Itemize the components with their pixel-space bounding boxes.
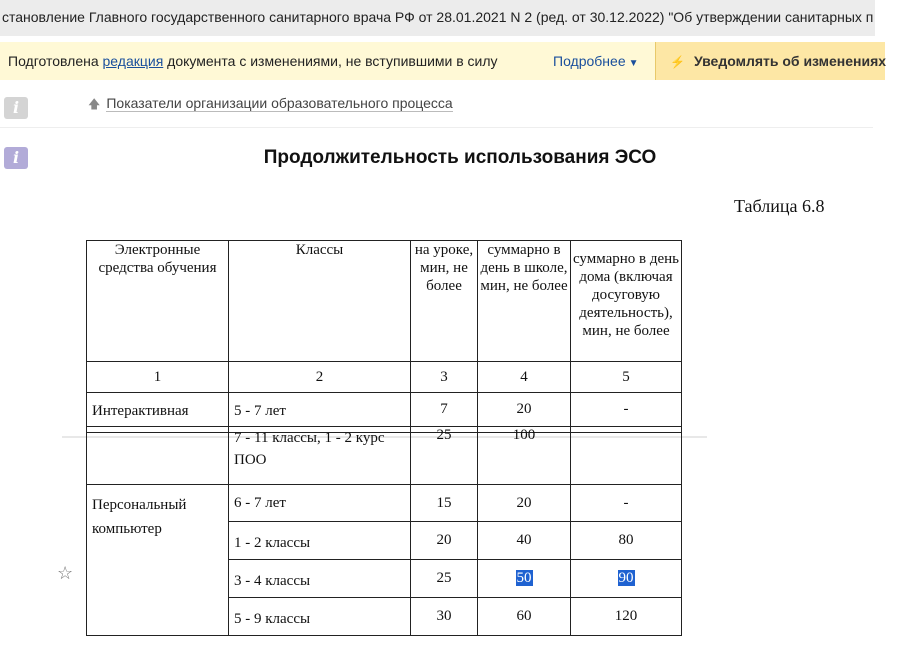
table-number-label: Таблица 6.8	[734, 196, 825, 216]
class-cell: 3 - 4 классы	[229, 560, 411, 598]
class-cell: 7 - 11 классы, 1 - 2 курс ПОО	[229, 427, 411, 485]
edition-notice-text: Подготовлена редакция документа с изменениями, не вступившими в силу	[8, 53, 498, 69]
class-cell: 5 - 7 лет	[229, 393, 411, 433]
value-cell: 40	[478, 522, 571, 560]
header-classes: Классы	[229, 241, 411, 362]
column-number: 1	[87, 362, 229, 393]
class-cell: 1 - 2 классы	[229, 522, 411, 560]
eso-type-cell: Интерактивная	[87, 393, 229, 433]
header-home-total: суммарно в день дома (включая досуговую деятельность), мин, не более	[571, 241, 682, 362]
star-icon[interactable]: ☆	[57, 563, 74, 583]
eso-type-cell: Персональный компьютер	[87, 485, 229, 636]
header-per-lesson: на уроке, мин, не более	[411, 241, 478, 362]
value-cell: 80	[571, 522, 682, 560]
value-cell	[571, 560, 682, 598]
header-eso: Электронные средства обучения	[87, 241, 229, 362]
value-cell: 20	[411, 522, 478, 560]
info-flag-icon[interactable]: i	[4, 147, 36, 169]
arrow-up-icon: 🡅	[88, 97, 101, 111]
table-row	[87, 427, 682, 485]
class-cell: 5 - 9 классы	[229, 598, 411, 636]
value-cell	[478, 560, 571, 598]
eso-type-cell	[87, 427, 229, 485]
document-title: становление Главного государственного санитарного врача РФ от 28.01.2021 N 2 (ред. от 30.12.2022) "Об утверждении санитарных п	[0, 0, 875, 36]
value-cell: 120	[571, 598, 682, 636]
value-cell: -	[571, 393, 682, 433]
column-number: 2	[229, 362, 411, 393]
table-row	[87, 485, 682, 522]
more-details-button[interactable]: Подробнее ▼	[553, 53, 639, 69]
eso-duration-table	[86, 240, 682, 433]
value-cell: 25	[411, 560, 478, 598]
value-cell: 20	[478, 485, 571, 522]
value-cell	[571, 427, 682, 485]
highlighted-value[interactable]: 90	[618, 570, 634, 586]
column-number: 3	[411, 362, 478, 393]
value-cell: 25	[411, 427, 478, 485]
value-cell: 30	[411, 598, 478, 636]
column-number: 4	[478, 362, 571, 393]
value-cell: 100	[478, 427, 571, 485]
breadcrumb[interactable]: 🡅 Показатели организации образовательного процесса	[88, 95, 453, 111]
header-school-total: суммарно в день в школе, мин, не более	[478, 241, 571, 362]
column-number: 5	[571, 362, 682, 393]
value-cell: -	[571, 485, 682, 522]
class-cell: 6 - 7 лет	[229, 485, 411, 522]
notify-changes-button[interactable]: ⚡ Уведомлять об изменениях	[655, 42, 885, 80]
value-cell: 20	[478, 393, 571, 433]
value-cell: 60	[478, 598, 571, 636]
edition-link[interactable]: редакция	[102, 53, 164, 69]
section-title: Продолжительность использования ЭСО	[263, 147, 657, 168]
chevron-down-icon: ▼	[628, 58, 639, 69]
eso-duration-table-continued	[86, 426, 682, 636]
value-cell: 7	[411, 393, 478, 433]
highlighted-value[interactable]: 50	[516, 570, 532, 586]
value-cell: 15	[411, 485, 478, 522]
lightning-icon: ⚡	[670, 55, 685, 69]
info-flag-icon[interactable]: i	[4, 97, 36, 119]
